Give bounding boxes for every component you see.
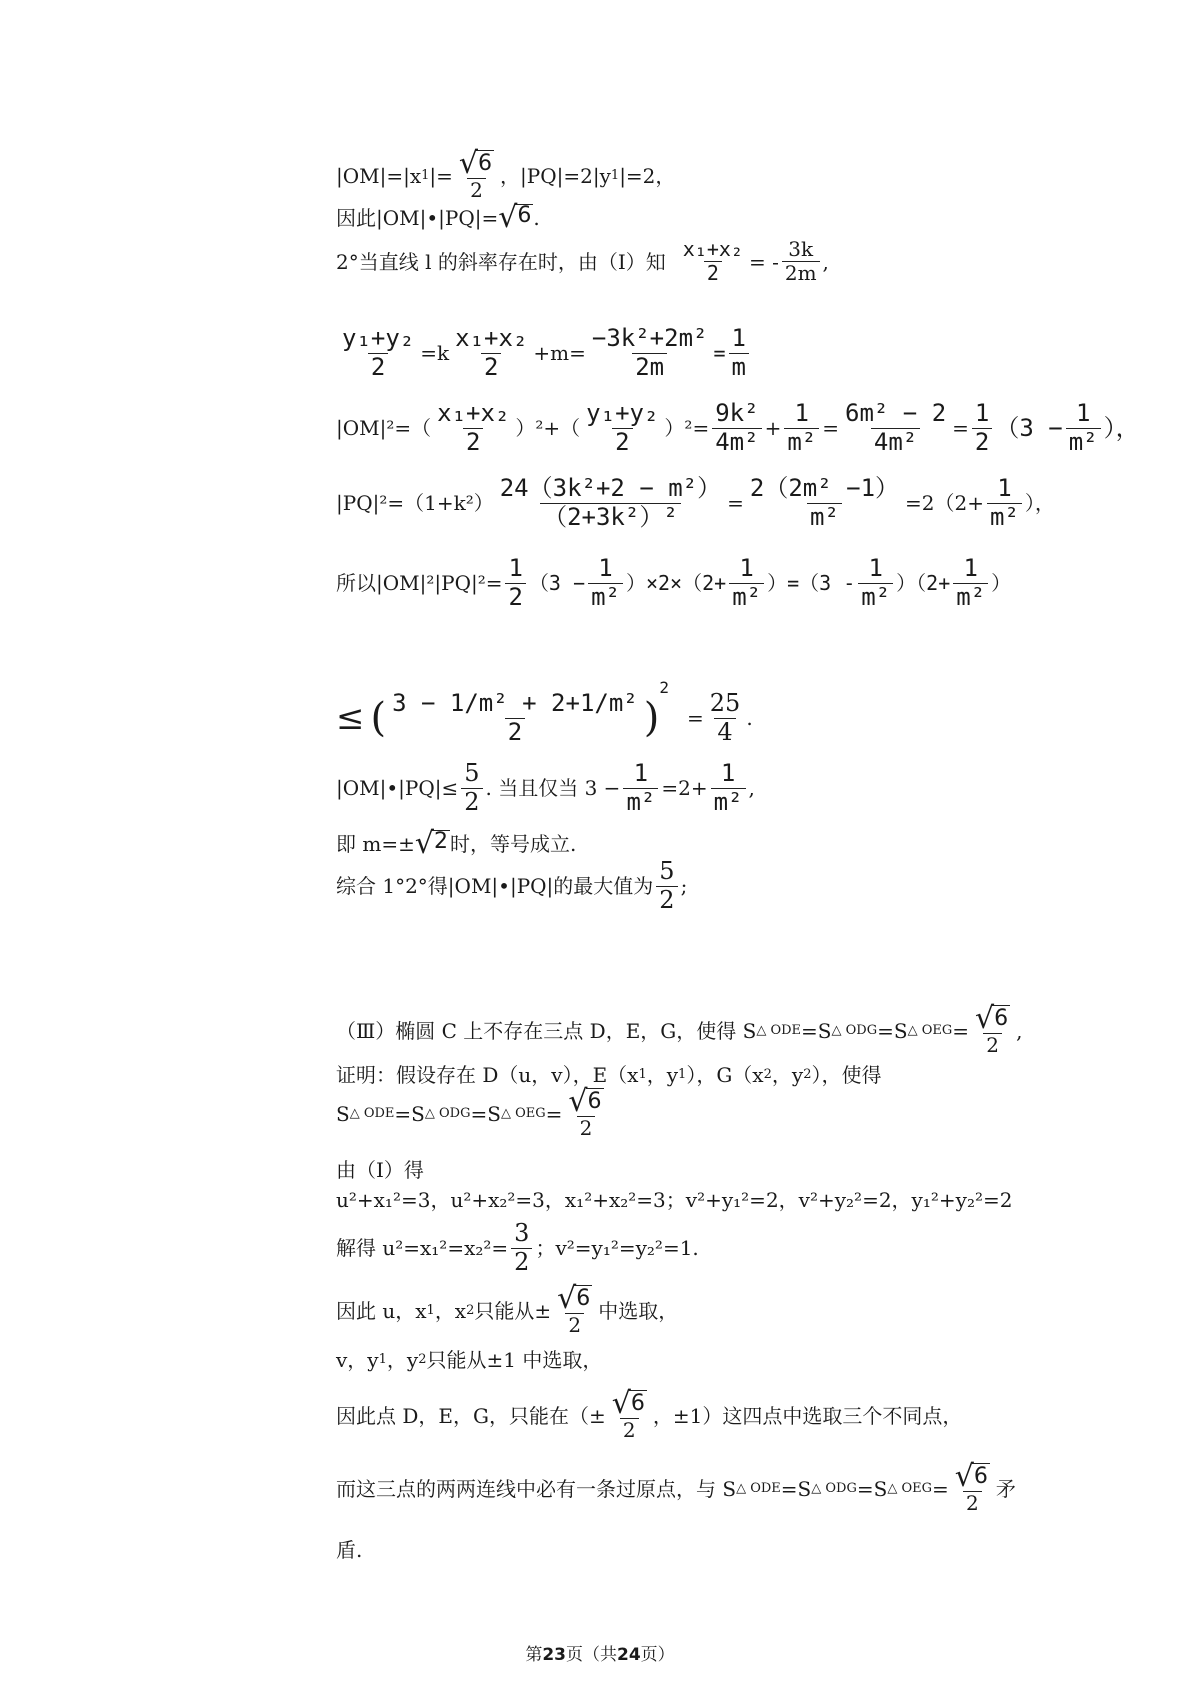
line-equations	[336, 1190, 1012, 1210]
denominator: 2	[983, 1033, 1002, 1057]
text: =	[931, 1477, 949, 1501]
left-paren: (	[370, 695, 387, 742]
text: =2（2+	[905, 491, 985, 516]
line-contradiction: 而这三点的两两连线中必有一条过原点，与 S △ ODE =S △ ODG =S △ OEG = √ 6 2 矛	[336, 1459, 1016, 1515]
denominator: 4m²	[712, 428, 761, 457]
fraction	[497, 475, 724, 531]
text: ，y	[771, 1063, 804, 1087]
numerator: x₁+x₂	[455, 324, 528, 352]
text: 即 m=±	[336, 831, 415, 856]
text: 因此|OM|•|PQ|=	[336, 205, 499, 230]
text: ），G（x	[686, 1063, 764, 1087]
denominator: m²	[858, 583, 893, 612]
denominator: 2	[620, 1418, 639, 1442]
fraction	[1066, 400, 1101, 456]
radicand: 6	[973, 1464, 988, 1489]
denominator: 2	[505, 583, 525, 612]
text: =S	[877, 1019, 908, 1043]
text: 盾.	[336, 1538, 363, 1562]
denominator: 2	[704, 261, 722, 285]
line-y-midpoint	[336, 325, 752, 381]
text: 解得 u²=x₁²=x₂²=	[336, 1236, 509, 1261]
text: ,	[822, 249, 829, 274]
radicand: 6	[994, 1006, 1009, 1031]
text: ;	[680, 874, 688, 899]
fraction	[711, 760, 746, 816]
fraction	[461, 760, 482, 816]
text: v，y	[336, 1348, 379, 1372]
text: （Ⅲ）椭圆 C 上不存在三点 D，E，G，使得 S	[336, 1019, 757, 1043]
numerator: 1	[997, 474, 1012, 502]
denominator: 2	[463, 428, 483, 457]
denominator: 2	[461, 788, 482, 817]
text: . 当且仅当 3 −	[485, 776, 621, 801]
text: ），	[1103, 414, 1140, 443]
numerator: 1	[720, 759, 736, 787]
text: |OM|•|PQ|≤	[336, 776, 459, 801]
fraction-sqrt6-over-2: √ 6 2	[458, 146, 493, 202]
denominator: 2	[505, 718, 525, 747]
total-pages: 24	[617, 1645, 641, 1665]
line-from-part-one	[336, 1160, 424, 1180]
text: ）²=	[664, 416, 710, 441]
text: |OM|=|x	[336, 164, 422, 188]
text: ）（2+	[896, 571, 951, 596]
text: S	[336, 1102, 350, 1126]
radicand: 2	[433, 829, 448, 854]
text: 矛	[995, 1477, 1016, 1501]
numerator: 24（3k²+2 − m²）	[499, 474, 722, 502]
text: 因此点 D，E，G，只能在（±	[336, 1404, 606, 1428]
denominator: m²	[588, 583, 623, 612]
numerator: 6m² − 2	[845, 399, 947, 427]
text: |=2，	[619, 164, 676, 188]
text: 只能从±	[474, 1299, 552, 1323]
numerator: 3k	[788, 237, 814, 261]
line-area-equality: S △ ODE =S △ ODG =S △ OEG = √ 6 2	[336, 1088, 610, 1140]
radicand: 6	[478, 151, 493, 176]
denominator: 2	[963, 1491, 982, 1515]
numerator: 1	[633, 759, 649, 787]
line-four-points	[336, 1386, 963, 1442]
text: ）	[991, 571, 1012, 596]
text: 由（Ⅰ）得	[336, 1158, 424, 1182]
text: ）×2×（2+	[625, 571, 727, 596]
denominator: m²	[784, 428, 819, 457]
denominator: 2m	[632, 353, 667, 382]
fraction-sqrt6-over-2: √ 6 2	[954, 1459, 988, 1515]
denominator: m	[729, 353, 749, 382]
page-footer	[0, 1640, 1200, 1665]
denominator: 4	[714, 718, 735, 747]
text: u²+x₁²=3，u²+x₂²=3，x₁²+x₂²=3；v²+y₁²=2，v²+y₂²=2，y₁²+y₂²=2	[336, 1188, 1013, 1212]
line-end	[336, 1540, 362, 1560]
fraction	[389, 690, 641, 746]
line-pq-squared	[336, 475, 1055, 531]
footer-text: 页（共	[566, 1645, 617, 1665]
line-part-three: （Ⅲ）椭圆 C 上不存在三点 D，E，G，使得 S △ ODE =S △ ODG =S △ OEG = √ 6 2 ,	[336, 1001, 1023, 1057]
radicand: 6	[587, 1089, 602, 1114]
text: ,	[748, 776, 755, 801]
line-choose-vy: v，y 1 ，y 2 只能从±1 中选取，	[336, 1348, 603, 1372]
text: .	[533, 205, 540, 230]
numerator: 1	[963, 554, 978, 582]
text: （3 −	[995, 414, 1063, 443]
text: =	[687, 706, 704, 731]
fraction	[452, 325, 530, 381]
text: ，±1）这四点中选取三个不同点，	[652, 1404, 963, 1428]
text: 而这三点的两两连线中必有一条过原点，与 S	[336, 1477, 737, 1501]
denominator: m²	[987, 503, 1022, 532]
text: =	[713, 341, 726, 366]
fraction	[712, 400, 761, 456]
numerator: 3	[514, 1219, 530, 1247]
text: =S	[780, 1477, 812, 1501]
text: +m=	[533, 341, 586, 366]
line-slope-exists	[336, 238, 829, 285]
denominator: 2	[565, 1313, 584, 1337]
text: =S	[394, 1102, 425, 1126]
denominator: 2	[368, 353, 388, 382]
fraction	[972, 400, 992, 456]
text: （3 −	[528, 571, 586, 596]
line-choose-ux: 因此 u，x 1 ，x 2 只能从± √ 6 2 中选取，	[336, 1281, 679, 1337]
fraction	[858, 555, 893, 611]
fraction	[987, 475, 1022, 531]
text: |OM|²=（	[336, 416, 432, 441]
text: ,	[1016, 1019, 1023, 1043]
text: ）=（3 -	[767, 571, 856, 596]
numerator: y₁+y₂	[586, 399, 659, 427]
text: ，|PQ|=2|y	[500, 164, 611, 188]
fraction	[842, 400, 949, 456]
denominator: 2	[577, 1116, 596, 1140]
denominator: m²	[807, 503, 842, 532]
text: 中选取，	[598, 1299, 679, 1323]
text: ，x	[434, 1299, 467, 1323]
numerator: 1	[508, 554, 523, 582]
line-product-sqrt6	[336, 200, 540, 235]
numerator: x₁+x₂	[437, 399, 510, 427]
fraction-sqrt6-over-2: √ 6 2	[557, 1281, 591, 1337]
text: ）²+（	[515, 416, 581, 441]
fraction	[680, 238, 746, 285]
radicand: 6	[630, 1391, 645, 1416]
fraction	[589, 325, 711, 381]
text: =S	[801, 1019, 832, 1043]
text: +	[764, 416, 782, 441]
numerator: 25	[709, 689, 741, 717]
fraction-sqrt6-over-2: √ 6 2	[611, 1386, 645, 1442]
fraction	[511, 1220, 532, 1276]
denominator: m²	[1066, 428, 1101, 457]
leq-symbol: ≤	[336, 698, 365, 739]
denominator: 2	[972, 428, 992, 457]
denominator: 2	[612, 428, 632, 457]
text: =2+	[661, 776, 708, 801]
footer-text: 页）	[640, 1645, 675, 1665]
line-om-pq-values: |OM|=|x 1 |= √ 6 2 ，|PQ|=2|y 1 |=2，	[336, 146, 676, 202]
fraction-sqrt6-over-2: √ 6 2	[975, 1001, 1009, 1057]
page-number: 23	[542, 1645, 566, 1665]
text: =S	[470, 1102, 501, 1126]
fraction	[583, 400, 661, 456]
fraction	[729, 555, 764, 611]
denominator: 4m²	[871, 428, 920, 457]
denominator: m²	[711, 788, 746, 817]
denominator: m²	[623, 788, 658, 817]
text: 证明：假设存在 D（u，v），E（x	[336, 1063, 639, 1087]
denominator: 2	[656, 886, 677, 915]
radicand: 6	[576, 1286, 591, 1311]
numerator: 1	[974, 399, 990, 427]
numerator: 1	[739, 554, 754, 582]
text: ），	[1024, 491, 1055, 516]
fraction	[707, 690, 744, 746]
text: = -	[748, 249, 779, 274]
text: 2°当直线 l 的斜率存在时，由（Ⅰ）知	[336, 249, 666, 274]
text: ），使得	[811, 1063, 882, 1087]
text: =	[822, 416, 839, 441]
fraction-sqrt6-over-2: √ 6 2	[568, 1084, 602, 1140]
numerator: x₁+x₂	[682, 237, 743, 261]
fraction	[729, 325, 749, 381]
text: ，y	[646, 1063, 679, 1087]
fraction	[588, 555, 623, 611]
text: =S	[856, 1477, 888, 1501]
text: .	[746, 706, 753, 731]
right-paren: )	[643, 695, 660, 742]
numerator: 1	[731, 324, 746, 352]
fraction	[623, 760, 658, 816]
numerator: 5	[464, 759, 480, 787]
fraction	[782, 238, 820, 285]
line-inequality: ≤ ( $\frac{\text{3 − 1/m² + 2+1/m²}}{2}$ ) $^2$ = $\frac{25}{4}$ .	[336, 678, 753, 746]
numerator: 5	[659, 857, 675, 885]
denominator: 2	[481, 353, 501, 382]
numerator: 1	[794, 399, 809, 427]
fraction	[505, 555, 525, 611]
fraction	[747, 475, 902, 531]
line-max-condition	[336, 760, 755, 816]
fraction	[339, 325, 417, 381]
denominator: m²	[953, 583, 988, 612]
numerator: −3k²+2m²	[591, 324, 708, 352]
line-product-squared	[336, 555, 1011, 611]
footer-text: 第	[525, 1645, 543, 1665]
numerator: 1	[868, 554, 883, 582]
numerator: 1	[1075, 399, 1091, 427]
denominator: （2+3k²）²	[540, 503, 681, 532]
text: =	[727, 491, 744, 516]
fraction	[434, 400, 512, 456]
fraction	[656, 858, 677, 914]
text: =	[952, 1019, 970, 1043]
numerator: 9k²	[715, 399, 759, 427]
line-equality-holds	[336, 826, 577, 861]
numerator: 1	[598, 554, 613, 582]
text: 只能从±1 中选取，	[426, 1348, 603, 1372]
denominator: 2m	[782, 261, 820, 285]
denominator: 2	[467, 178, 486, 202]
numerator: 2（2m² −1）	[749, 474, 900, 502]
denominator: 2	[511, 1248, 532, 1277]
numerator: 3 − 1/m² + 2+1/m²	[392, 689, 638, 717]
text: ，y	[386, 1348, 419, 1372]
numerator: y₁+y₂	[342, 324, 415, 352]
text: 综合 1°2°得|OM|•|PQ|的最大值为	[336, 874, 654, 899]
fraction	[784, 400, 819, 456]
text: 时，等号成立.	[449, 831, 577, 856]
text: |PQ|²=（1+k²）	[336, 491, 494, 516]
line-om-squared	[336, 400, 1140, 456]
text: 所以|OM|²|PQ|²=	[336, 571, 503, 596]
denominator: m²	[729, 583, 764, 612]
line-proof-assume: 证明：假设存在 D（u，v），E（x 1 ，y 1 ），G（x 2 ，y 2 ），使得	[336, 1063, 882, 1087]
fraction	[953, 555, 988, 611]
line-conclusion	[336, 858, 687, 914]
text: 因此 u，x	[336, 1299, 427, 1323]
radicand: 6	[517, 203, 532, 228]
text: ；v²=y₁²=y₂²=1.	[535, 1236, 699, 1261]
text: =	[952, 416, 969, 441]
text: =	[545, 1102, 563, 1126]
text: =k	[420, 341, 450, 366]
sqrt-2: √ 2	[414, 826, 448, 861]
text: |=	[429, 164, 453, 188]
line-solve	[336, 1220, 699, 1276]
sqrt-6: √ 6	[498, 200, 532, 235]
